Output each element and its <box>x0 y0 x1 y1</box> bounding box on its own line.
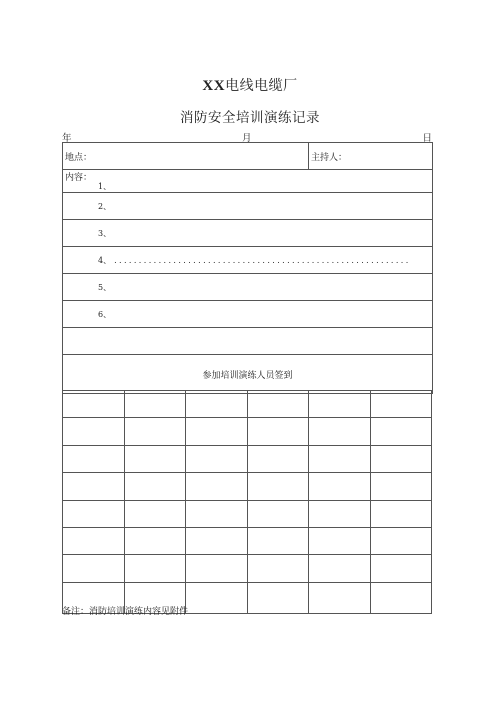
signin-row <box>63 391 432 418</box>
signin-row <box>63 527 432 554</box>
signin-cell[interactable] <box>309 445 371 472</box>
signin-cell[interactable] <box>63 555 125 582</box>
host-label: 主持人： <box>311 152 348 163</box>
signin-cell[interactable] <box>370 473 432 500</box>
content-row-2[interactable] <box>63 193 433 220</box>
signin-cell[interactable] <box>370 418 432 445</box>
signin-cell[interactable] <box>186 582 248 613</box>
signin-cell[interactable] <box>63 500 125 527</box>
signin-cell[interactable] <box>309 582 371 613</box>
signin-cell[interactable] <box>370 555 432 582</box>
signin-row <box>63 418 432 445</box>
content-item-2: 2、 <box>98 201 112 211</box>
content-row-blank[interactable] <box>63 328 433 355</box>
signin-cell[interactable] <box>247 582 309 613</box>
signin-cell[interactable] <box>247 445 309 472</box>
content-item-1: 1、 <box>98 182 112 191</box>
content-item-3: 3、 <box>98 228 112 238</box>
signin-grid <box>62 390 432 614</box>
signin-cell[interactable] <box>309 473 371 500</box>
signin-cell[interactable] <box>63 391 125 418</box>
signin-cell[interactable] <box>124 418 186 445</box>
day-label: 日 <box>422 133 432 144</box>
signin-cell[interactable] <box>309 555 371 582</box>
year-label: 年 <box>62 133 72 144</box>
signin-cell[interactable] <box>186 445 248 472</box>
signin-row <box>63 555 432 582</box>
page-title <box>0 75 500 95</box>
signin-cell[interactable] <box>186 527 248 554</box>
footer-note: 备注：消防培训演练内容见附件 <box>62 607 189 617</box>
signin-cell[interactable] <box>247 500 309 527</box>
signin-cell[interactable] <box>63 473 125 500</box>
signin-cell[interactable] <box>186 473 248 500</box>
signin-cell[interactable] <box>247 418 309 445</box>
signin-cell[interactable] <box>309 418 371 445</box>
record-form <box>62 142 433 394</box>
content-row-4[interactable] <box>63 247 433 274</box>
signin-cell[interactable] <box>186 555 248 582</box>
title-rest: 电线电缆厂 <box>225 78 298 94</box>
signin-row <box>63 473 432 500</box>
signin-cell[interactable] <box>370 527 432 554</box>
signin-cell[interactable] <box>309 527 371 554</box>
signin-cell[interactable] <box>370 445 432 472</box>
content-row-1[interactable] <box>63 170 433 193</box>
signin-cell[interactable] <box>370 500 432 527</box>
location-label: 地点： <box>65 152 93 163</box>
signin-cell[interactable] <box>247 391 309 418</box>
signin-cell[interactable] <box>247 473 309 500</box>
dotted-leader: ............................................................ <box>114 255 411 265</box>
content-item-4: 4、 <box>98 255 112 265</box>
signin-cell[interactable] <box>63 527 125 554</box>
location-cell[interactable] <box>63 143 309 170</box>
signin-cell[interactable] <box>247 555 309 582</box>
signin-cell[interactable] <box>186 500 248 527</box>
content-item-6: 6、 <box>98 309 112 319</box>
host-cell[interactable] <box>309 143 433 170</box>
signin-cell[interactable] <box>186 391 248 418</box>
page-subtitle: 消防安全培训演练记录 <box>180 110 320 126</box>
signin-cell[interactable] <box>124 391 186 418</box>
month-label: 月 <box>242 133 252 144</box>
signin-row <box>63 445 432 472</box>
signin-cell[interactable] <box>63 418 125 445</box>
signin-cell[interactable] <box>309 391 371 418</box>
signin-cell[interactable] <box>309 500 371 527</box>
signin-cell[interactable] <box>124 473 186 500</box>
signin-cell[interactable] <box>124 555 186 582</box>
signin-cell[interactable] <box>370 582 432 613</box>
signin-cell[interactable] <box>124 445 186 472</box>
signin-row <box>63 500 432 527</box>
title-bold: XX <box>202 78 226 94</box>
signin-cell[interactable] <box>186 418 248 445</box>
signin-cell[interactable] <box>124 500 186 527</box>
content-row-6[interactable] <box>63 301 433 328</box>
signin-cell[interactable] <box>124 527 186 554</box>
signin-cell[interactable] <box>370 391 432 418</box>
content-row-5[interactable] <box>63 274 433 301</box>
signin-heading: 参加培训演练人员签到 <box>63 355 433 394</box>
content-row-3[interactable] <box>63 220 433 247</box>
content-label: 内容： <box>65 173 93 183</box>
signin-cell[interactable] <box>63 445 125 472</box>
signin-cell[interactable] <box>247 527 309 554</box>
content-item-5: 5、 <box>98 282 112 292</box>
